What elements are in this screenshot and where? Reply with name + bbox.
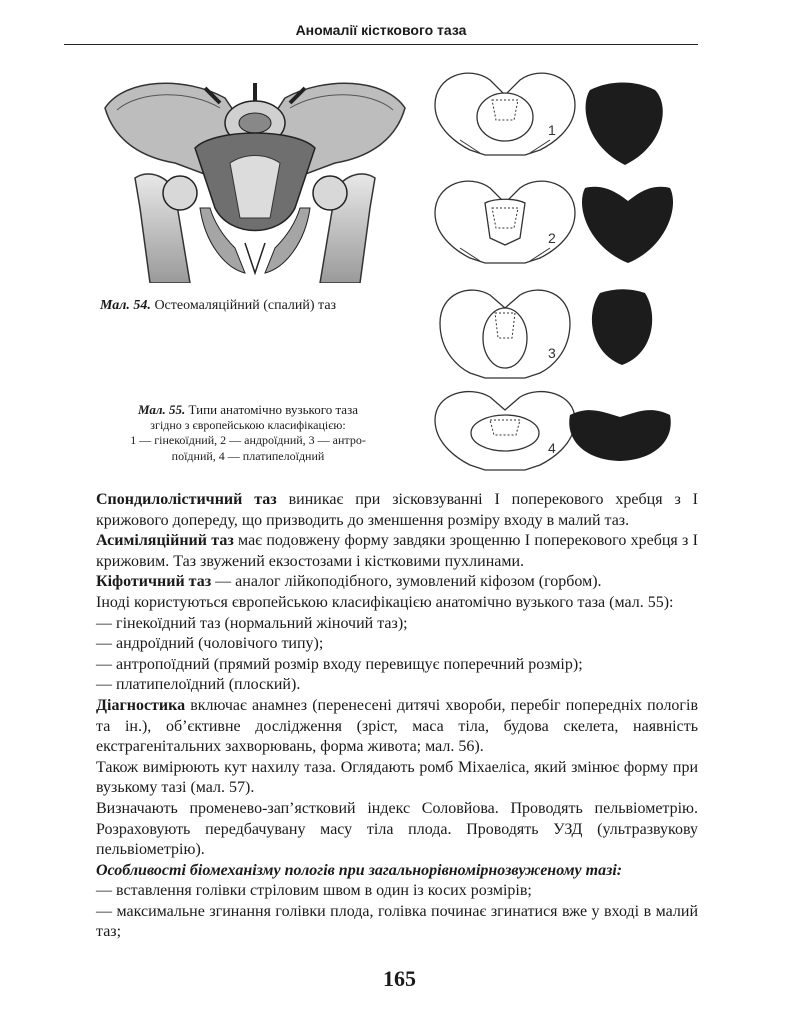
figure-54-label: Мал. 54.: [100, 298, 151, 313]
term-spondylolisthetic: Спондилолістичний таз: [96, 491, 277, 508]
figure-55-line2: згідно з європейською класифікацією:: [150, 417, 346, 432]
paragraph-diagnostics-text: включає анамнез (перенесені дитячі хвороби, перебіг попередніх пологів та ін.), об’єктивне дослідження (зріст, маса тіла, будова скелета, наявність екстрагенітальних захворювань, форма живота; мал. 56).: [96, 696, 698, 756]
term-diagnostics: Діагностика: [96, 696, 186, 714]
paragraph-kyphotic-text: — аналог лійкоподібного, зумовлений кіфозом (горбом).: [211, 573, 602, 591]
paragraph-assimilation-text: має подовжену форму завдяки зрощенню I поперекового хребця з I крижовим. Таз звужений екзостозами і кістковими пухлинами.: [96, 532, 698, 570]
paragraph-solovyov: Визначають променево-зап’ястковий індекс Соловйова. Проводять пельвіометрію. Розраховують передбачувану масу тіла плода. Проводять УЗД (ультразвукову пельвіометрію).: [96, 799, 698, 859]
list-item: — андроїдний (чоловічого типу);: [96, 635, 324, 653]
biomechanism-heading: Особливості біомеханізму пологів при загальнорівномірнозвуженому тазі:: [96, 861, 623, 879]
body-text: [96, 490, 698, 943]
pelvis-type-2: [435, 181, 673, 263]
pelvis-type-3: [440, 289, 652, 378]
term-assimilation: Асиміляційний таз: [96, 532, 234, 550]
paragraph-classification: Іноді користуються європейською класифікацією анатомічно вузького таза (мал. 55):: [96, 593, 674, 611]
list-item: — гінекоїдний таз (нормальний жіночий таз);: [96, 614, 408, 632]
page-number: 165: [383, 966, 416, 991]
figure-55-caption: [88, 402, 408, 464]
type-number-1: 1: [548, 122, 556, 138]
paragraph-angle: Також вимірюють кут нахилу таза. Оглядають ромб Міхаеліса, який змінює форму при вузькому тазі (мал. 57).: [96, 758, 698, 797]
type-number-3: 3: [548, 345, 556, 361]
figure-55-pelvis-types: [430, 65, 690, 475]
list-item: — антропоїдний (прямий розмір входу перевищує поперечний розмір);: [96, 655, 583, 673]
figure-54-pelvis-illustration: [95, 68, 415, 283]
header-rule: [64, 44, 698, 45]
figure-55-line3: 1 — гінекоїдний, 2 — андроїдний, 3 — антро-: [130, 433, 366, 448]
figure-55-label: Мал. 55.: [138, 402, 186, 417]
term-kyphotic: Кіфотичний таз: [96, 573, 212, 591]
figure-54-text: Остеомаляційний (спалий) таз: [150, 298, 337, 313]
list-item: — платипелоїдний (плоский).: [96, 676, 301, 694]
pelvis-type-4: [435, 392, 671, 470]
paragraph-diagnostics: [96, 696, 698, 758]
paragraph-spondylolisthetic-text: виникає при зісковзуванні I поперекового хребця з I крижового допереду, що призводить до зменшення розміру входу в малий таз.: [96, 491, 698, 529]
paragraph-kyphotic: [96, 572, 698, 593]
paragraph-biomechanism-heading: [96, 861, 698, 882]
paragraph-spondylolisthetic: [96, 490, 698, 531]
list-item: — вставлення голівки стріловим швом в один із косих розмірів;: [96, 882, 532, 900]
pelvis-type-1: [435, 73, 663, 165]
figure-55-line4: поїдний, 4 — платипелоїдний: [171, 448, 325, 463]
running-header: Аномалії кісткового таза: [295, 22, 467, 38]
list-item: — максимальне згинання голівки плода, голівка починає згинатися вже у вході в малий таз;: [96, 902, 698, 941]
figure-54-caption: [100, 298, 336, 314]
type-number-4: 4: [548, 440, 556, 456]
paragraph-assimilation: [96, 531, 698, 572]
figure-55-line1: Типи анатомічно вузького таза: [185, 402, 358, 417]
type-number-2: 2: [548, 230, 556, 246]
